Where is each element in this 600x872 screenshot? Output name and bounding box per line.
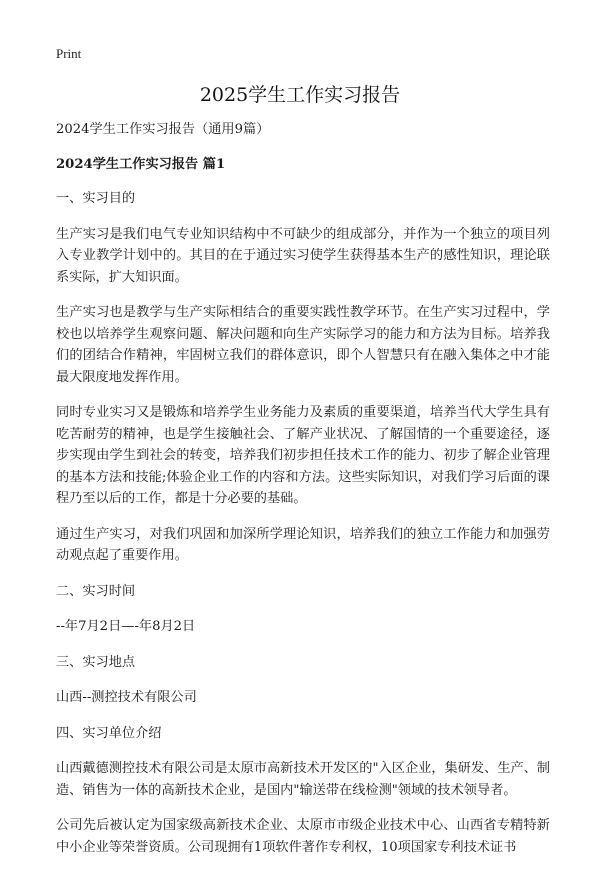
- paragraph: 山西戴德测控技术有限公司是太原市高新技术开发区的"入区企业，集研发、生产、制造、销售为一体的高新技术企业，是国内"输送带在线检测"领域的技术领导者。: [56, 761, 550, 798]
- heading-location: 三、实习地点: [56, 654, 136, 670]
- paragraph: 同时专业实习又是锻炼和培养学生业务能力及素质的重要渠道，培养当代大学生具有吃苦耐劳的精神，也是学生接触社会、了解产业状况、了解国情的一个重要途径，逐步实现由学生到社会的转变，培养我们初步担任技术工作的能力、初步了解企业管理的基本方法和技能;体验企业工作的内容和方法。这些实际知识，对我们学习后面的课程乃至以后的工作，都是十分必要的基础。: [56, 405, 550, 506]
- paragraph: --年7月2日—-年8月2日: [56, 619, 196, 634]
- paragraph: 公司先后被认定为国家级高新技术企业、太原市市级企业技术中心、山西省专精特新中小企业等荣誉资质。公司现拥有1项软件著作专利权，10项国家专利技术证书: [56, 818, 550, 855]
- heading-company: 四、实习单位介绍: [56, 725, 162, 741]
- document-body: [56, 119, 550, 872]
- section-title: 2024学生工作实习报告 篇1: [56, 156, 226, 172]
- heading-purpose: 一、实习目的: [56, 191, 136, 206]
- paragraph: 通过生产实习，对我们巩固和加深所学理论知识，培养我们的独立工作能力和加强劳动观点起了重要作用。: [56, 526, 550, 563]
- heading-time: 二、实习时间: [56, 583, 136, 599]
- paragraph: 山西--测控技术有限公司: [56, 690, 197, 705]
- page-title: 2025学生工作实习报告: [199, 84, 401, 106]
- paragraph: 生产实习也是教学与生产实际相结合的重要实践性教学环节。在生产实习过程中，学校也以培养学生观察问题、解决问题和向生产实际学习的能力和方法为目标。培养我们的团结合作精神，牢固树立我们的群体意识，即个人智慧只有在融入集体之中才能最大限度地发挥作用。: [56, 305, 550, 385]
- paragraph: 生产实习是我们电气专业知识结构中不可缺少的组成部分，并作为一个独立的项目列入专业教学计划中的。其目的在于通过实习使学生获得基本生产的感性知识，理论联系实际，扩大知识面。: [56, 226, 550, 285]
- print-link[interactable]: Print: [56, 46, 82, 61]
- document-subtitle: 2024学生工作实习报告（通用9篇）: [56, 122, 270, 137]
